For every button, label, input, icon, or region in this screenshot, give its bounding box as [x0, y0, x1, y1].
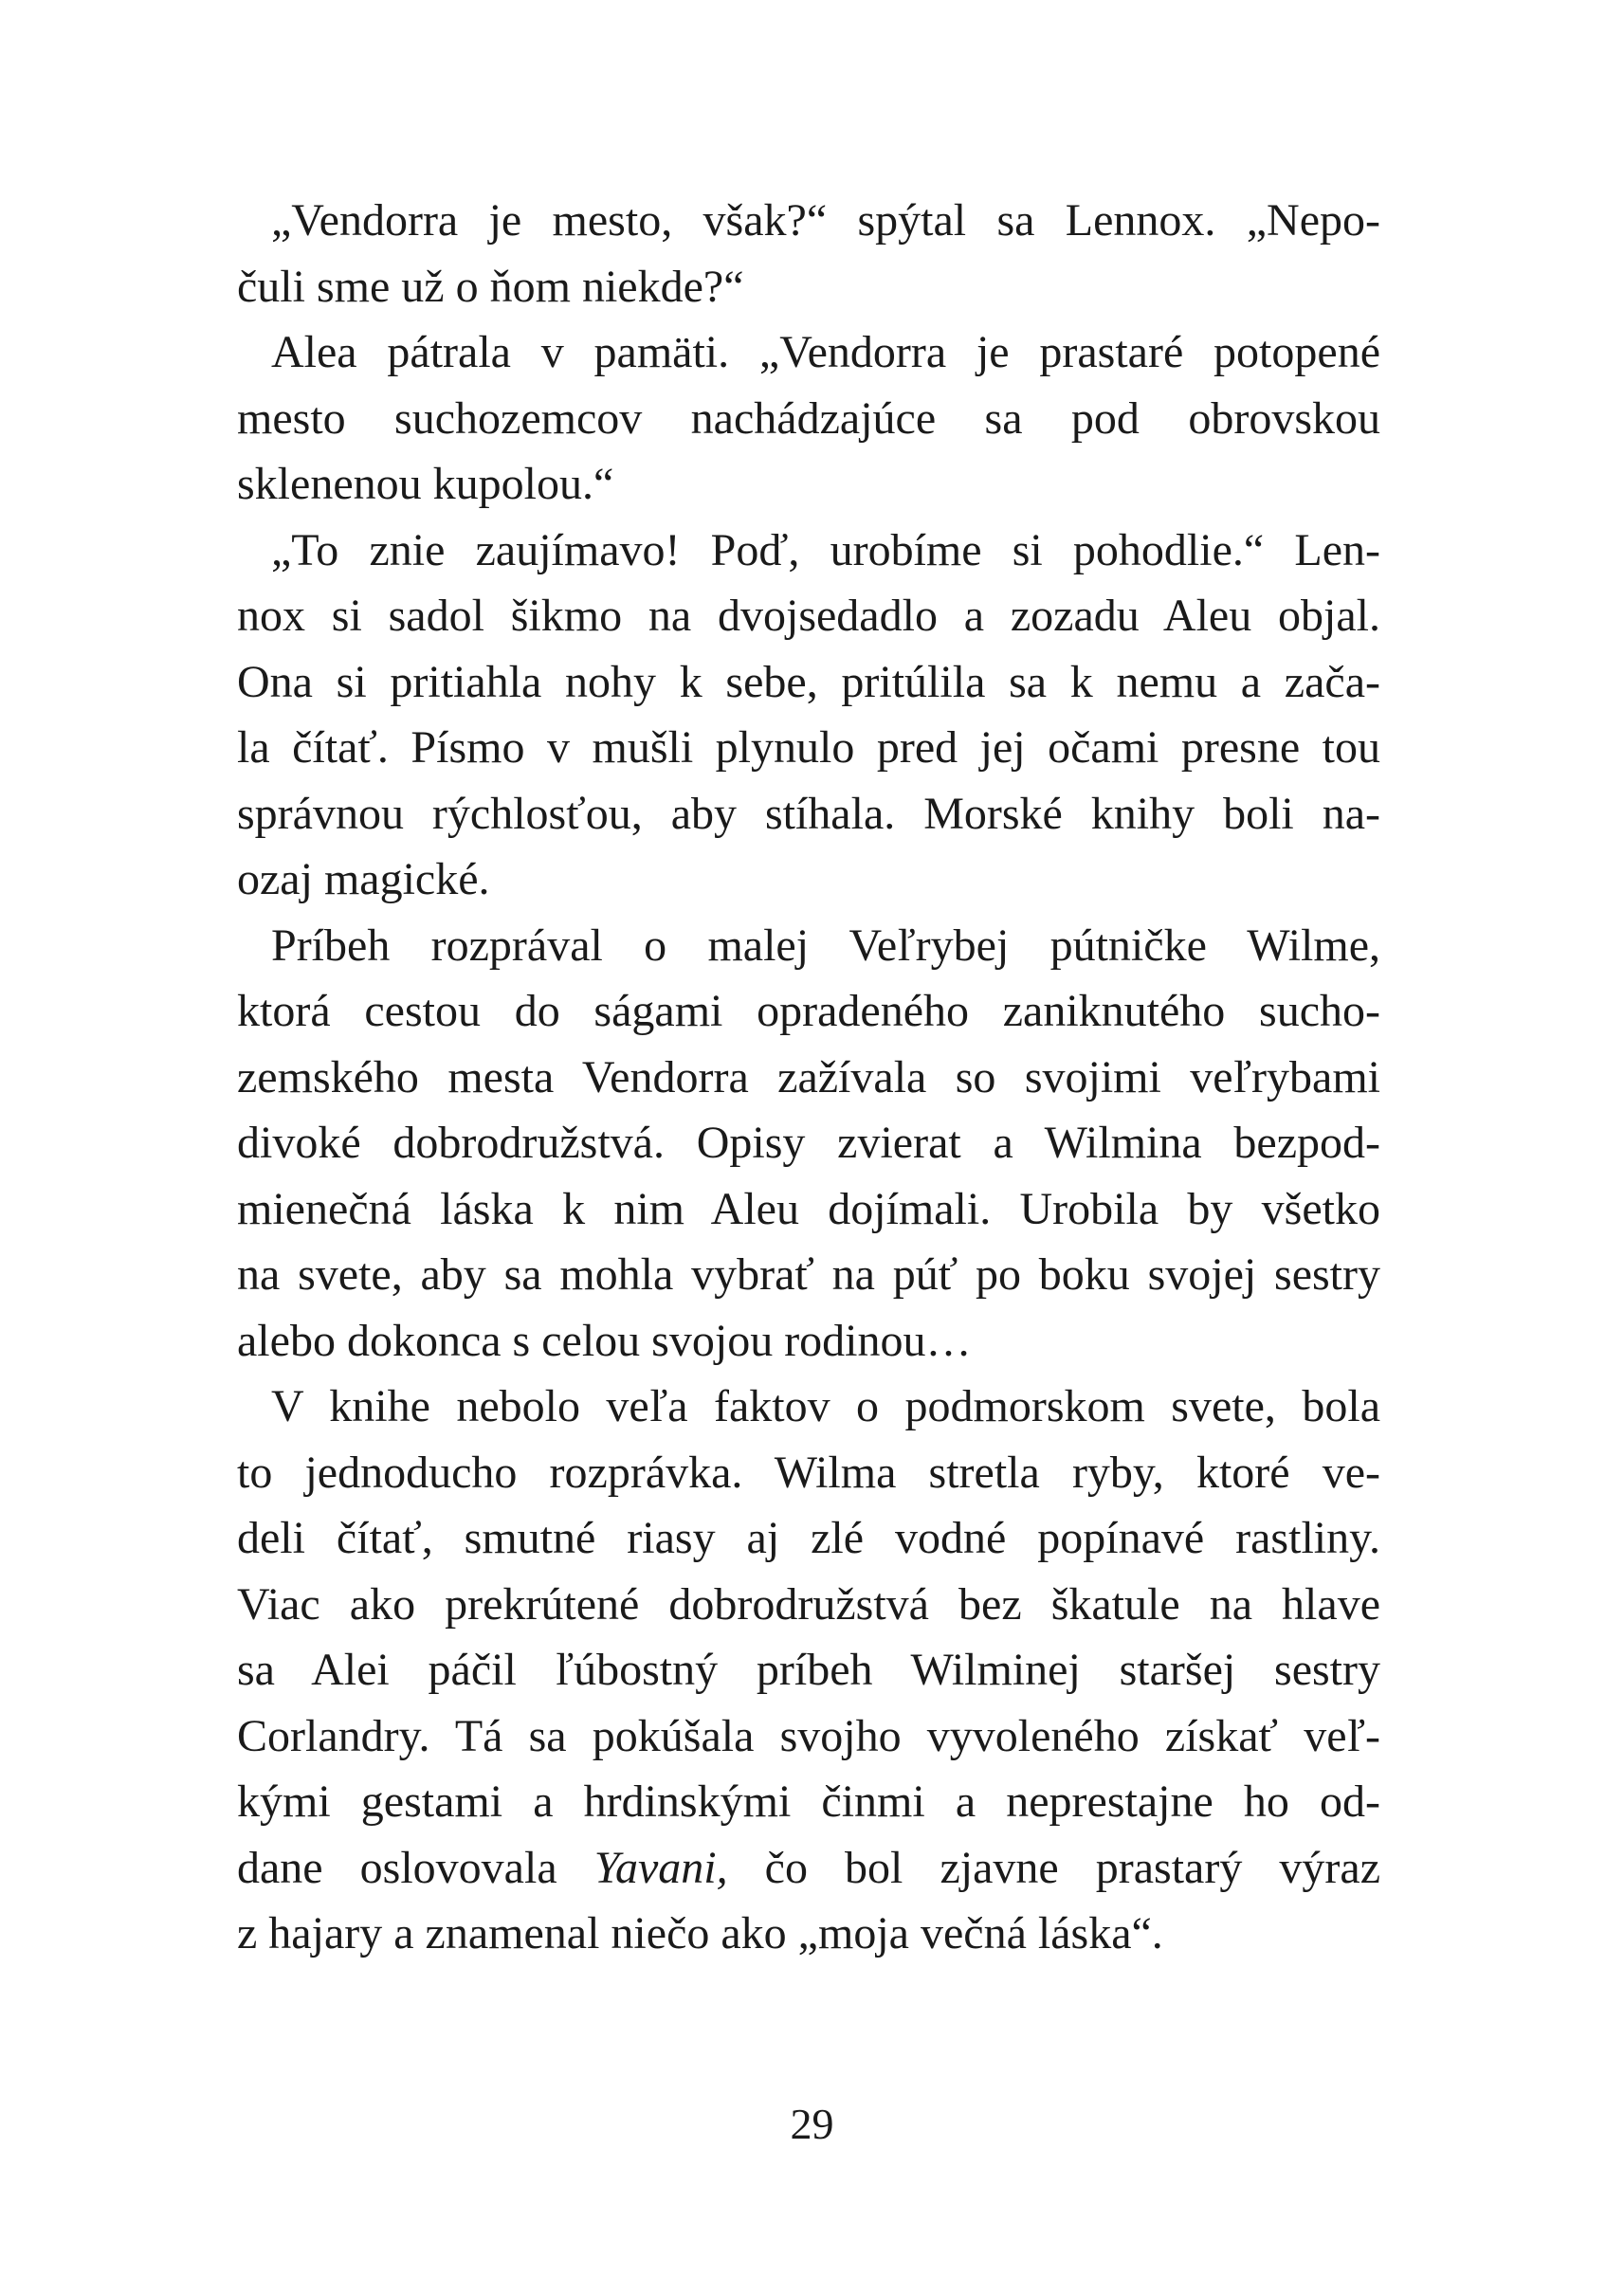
text-line: mienečná láska k nim Aleu dojímali. Urobila by všetko [237, 1183, 1380, 1234]
text-line: sklenenou kupolou.“ [237, 459, 614, 509]
text-line: nox si sadol šikmo na dvojsedadlo a zozadu Aleu objal. [237, 591, 1380, 641]
text-line: la čítať. Písmo v mušli plynulo pred jej očami presne tou [237, 722, 1380, 773]
text-line: ktorá cestou do ságami opradeného zaniknutého sucho- [237, 986, 1380, 1036]
text-line: to jednoducho rozprávka. Wilma stretla ryby, ktoré ve- [237, 1447, 1380, 1498]
text-line: „Vendorra je mesto, však?“ spýtal sa Lennox. „Nepo- [271, 195, 1380, 246]
text-line: „To znie zaujímavo! Poď, urobíme si pohodlie.“ Len- [271, 524, 1380, 575]
text-line: zemského mesta Vendorra zažívala so svojimi veľrybami [237, 1051, 1380, 1102]
text-line: z hajary a znamenal niečo ako „moja večná láska“. [237, 1908, 1163, 1958]
text-line: čuli sme už o ňom niekde?“ [237, 261, 744, 312]
text-line: V knihe nebolo veľa faktov o podmorskom svete, bola [271, 1381, 1380, 1431]
text-line: Corlandry. Tá sa pokúšala svojho vyvoleného získať veľ- [237, 1710, 1380, 1761]
text-line: mesto suchozemcov nachádzajúce sa pod obrovskou [237, 392, 1380, 444]
text-line: ozaj magické. [237, 854, 490, 904]
text-line: sa Alei páčil ľúbostný príbeh Wilminej staršej sestry [237, 1645, 1380, 1695]
text-line: Alea pátrala v pamäti. „Vendorra je prastaré potopené [271, 327, 1380, 377]
text-run: čo bol zjavne prastarý výraz [727, 1842, 1380, 1893]
text-run: dane oslovovala [237, 1842, 594, 1893]
text-line: divoké dobrodružstvá. Opisy zvierat a Wilmina bezpod- [237, 1118, 1380, 1168]
text-line: Ona si pritiahla nohy k sebe, pritúlila sa k nemu a zača- [237, 656, 1380, 707]
page-number: 29 [790, 2100, 834, 2148]
text-line: správnou rýchlosťou, aby stíhala. Morské knihy boli na- [237, 788, 1380, 839]
italic-word: Yavani, [593, 1842, 728, 1893]
text-line: kými gestami a hrdinskými činmi a neprestajne ho od- [237, 1776, 1380, 1827]
text-line: Viac ako prekrútené dobrodružstvá bez škatule na hlave [237, 1578, 1380, 1630]
text-line: na svete, aby sa mohla vybrať na púť po boku svojej sestry [237, 1249, 1380, 1300]
text-line-with-italic [237, 1835, 1380, 1902]
body-text [237, 188, 1380, 1967]
text-line: deli čítať, smutné riasy aj zlé vodné popínavé rastliny. [237, 1513, 1380, 1563]
text-line: alebo dokonca s celou svojou rodinou… [237, 1315, 972, 1366]
text-line: Príbeh rozprával o malej Veľrybej pútničke Wilme, [271, 920, 1380, 971]
